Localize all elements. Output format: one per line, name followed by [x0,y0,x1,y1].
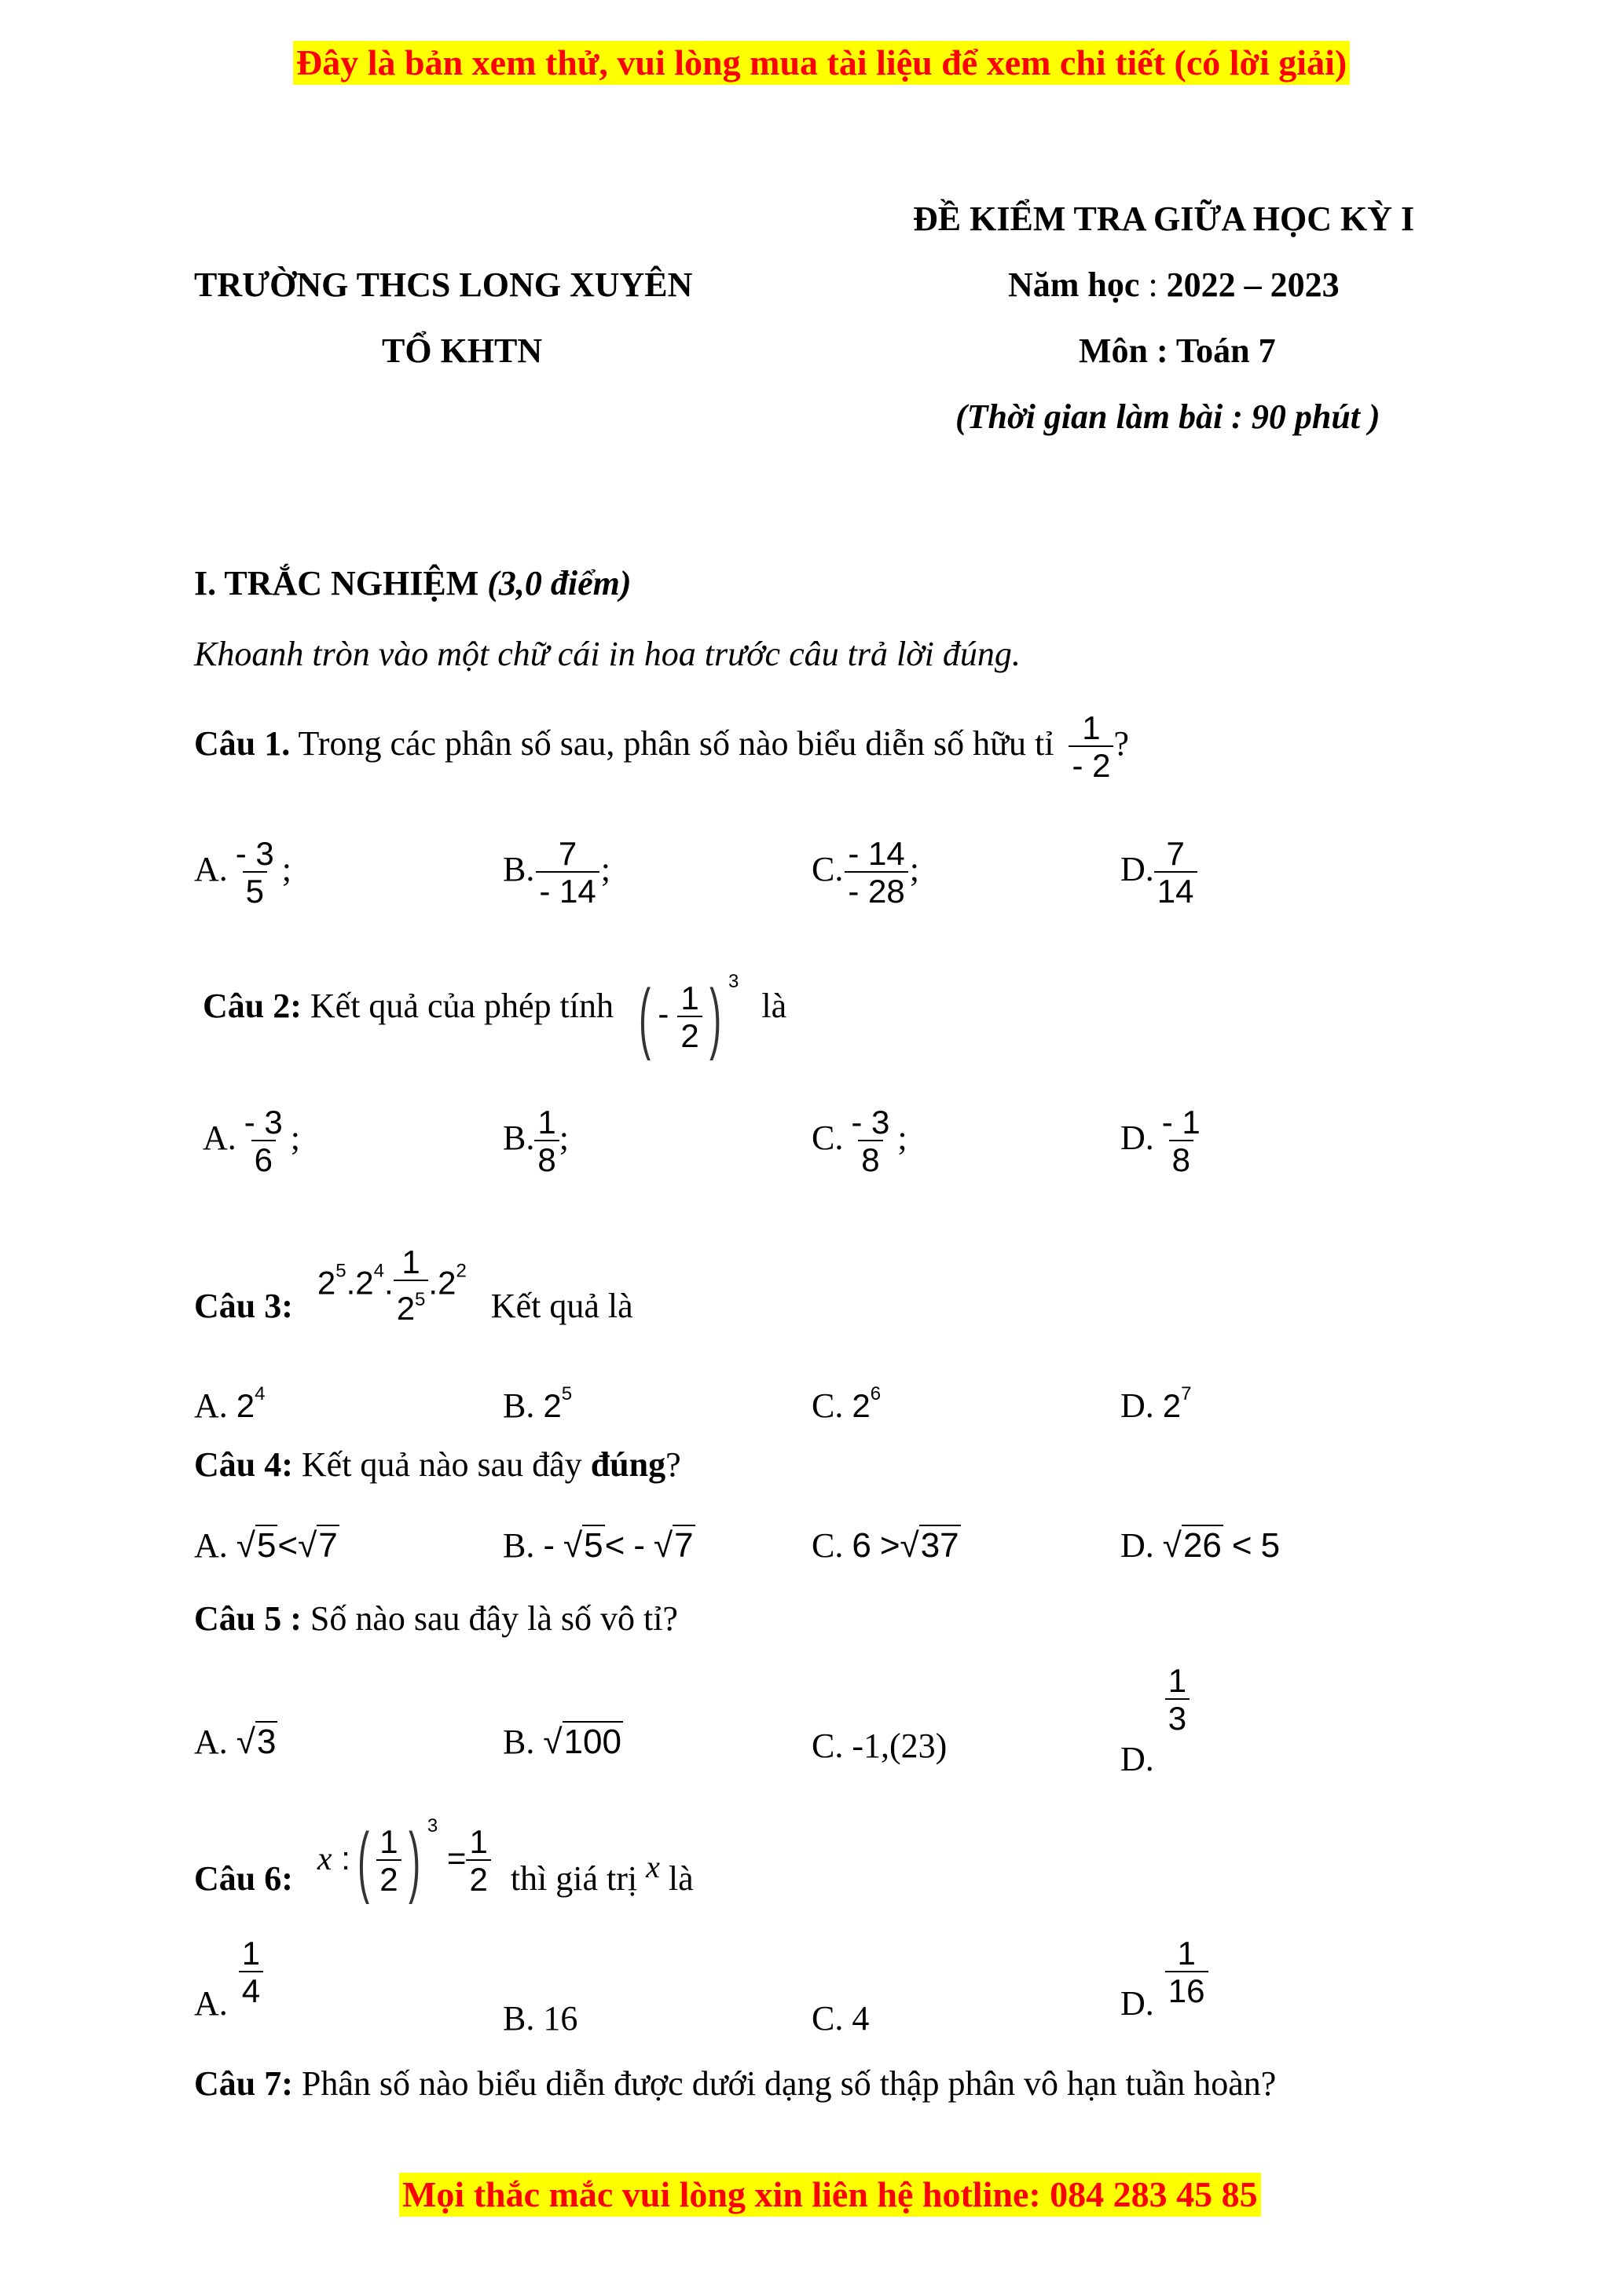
hotline-banner: Mọi thắc mắc vui lòng xin liên hệ hotline: 084 283 45 85 [399,2173,1261,2217]
q3-option-c[interactable]: C. $2^6$ [812,1383,882,1425]
q1-option-b[interactable]: B. $\frac{7}{- 14}$ ; [503,835,610,910]
subject-name: Môn : Toán 7 [1079,331,1276,370]
q2-option-a[interactable]: A. $\frac{- 3}{6}$ ; [203,1104,301,1178]
question-5: Câu 5 : Số nào sau đây là số vô tỉ? [194,1599,678,1638]
department-name: TỔ KHTN [382,331,543,370]
q6-option-b[interactable]: B. 16 [503,1999,578,2038]
q1-fraction: $\frac{1}{- 2}$ [1069,711,1113,783]
question-3: Câu 3: $2^5.2^4$. $\frac{1}{2^5}$ $.2^2$ Kết quả là [194,1243,633,1327]
exam-duration: (Thời gian làm bài : 90 phút ) [955,397,1380,436]
q1-option-a[interactable]: A. $\frac{- 3}{5}$ ; [194,835,292,910]
section-title: I. TRẮC NGHIỆM (3,0 điểm) [194,564,632,602]
q4-option-a[interactable]: A. √5<√7 [194,1526,338,1565]
q3-option-a[interactable]: A. $2^4$ [194,1383,266,1425]
question-1: Câu 1. Trong các phân số sau, phân số nào biểu diễn số hữu tỉ $\frac{1}{- 2}$ ? [194,709,1129,784]
school-name: TRƯỜNG THCS LONG XUYÊN [194,265,693,304]
school-year: Năm học : 2022 – 2023 [1008,265,1340,304]
q3-option-b[interactable]: B. $2^5$ [503,1383,573,1425]
q6-expression: x :( $\frac{1}{2}$ ) $^3$ = $\frac{1}{2}$ [317,1807,491,1900]
q2-option-c[interactable]: C. $\frac{- 3}{8}$ ; [812,1104,907,1178]
q3-option-d[interactable]: D. $2^7$ [1120,1383,1192,1425]
q1-option-c[interactable]: C. $\frac{- 14}{- 28}$ ; [812,835,919,910]
question-4: Câu 4: Kết quả nào sau đây đúng? [194,1445,681,1484]
q4-option-b[interactable]: B. - √5< - √7 [503,1526,694,1565]
q4-option-c[interactable]: C. 6 >√37 [812,1526,959,1565]
q2-option-b[interactable]: B. $\frac{1}{8}$ ; [503,1104,569,1178]
q5-option-a[interactable]: A. √3 [194,1723,277,1761]
preview-notice-banner: Đây là bản xem thử, vui lòng mua tài liệu để xem chi tiết (có lời giải) [293,41,1350,85]
question-7: Câu 7: Phân số nào biểu diễn được dưới dạng số thập phân vô hạn tuần hoàn? [194,2064,1277,2103]
q4-option-d[interactable]: D. √26 < 5 [1120,1526,1281,1565]
q6-option-a[interactable]: A. $\frac{1}{4}$ [194,1936,263,2023]
question-6: Câu 6: x :( $\frac{1}{2}$ ) $^3$ = $\frac{1}{2}$ thì giá trị x là [194,1807,694,1900]
q6-option-d[interactable]: D. $\frac{1}{16}$ [1120,1936,1208,2023]
q3-expression: $2^5.2^4$. $\frac{1}{2^5}$ $.2^2$ [317,1243,467,1327]
q6-option-c[interactable]: C. 4 [812,1999,870,2038]
q5-option-b[interactable]: B. √100 [503,1723,621,1761]
q2-expression: ( - $\frac{1}{2}$ ) $^3$ [639,971,739,1061]
q5-option-d[interactable]: D. $\frac{1}{3}$ [1120,1664,1190,1779]
q1-option-d[interactable]: D. $\frac{7}{14}$ [1120,837,1197,909]
q2-option-d[interactable]: D. $\frac{- 1}{8}$ [1120,1104,1201,1178]
question-2: Câu 2: Kết quả của phép tính ( - $\frac{1}{2}$ ) $^3$ là [203,962,786,1056]
section-instruction: Khoanh tròn vào một chữ cái in hoa trước câu trả lời đúng. [194,635,1021,673]
q5-option-c[interactable]: C. -1,(23) [812,1727,948,1765]
exam-title: ĐỀ KIỂM TRA GIỮA HỌC KỲ I [913,200,1415,238]
